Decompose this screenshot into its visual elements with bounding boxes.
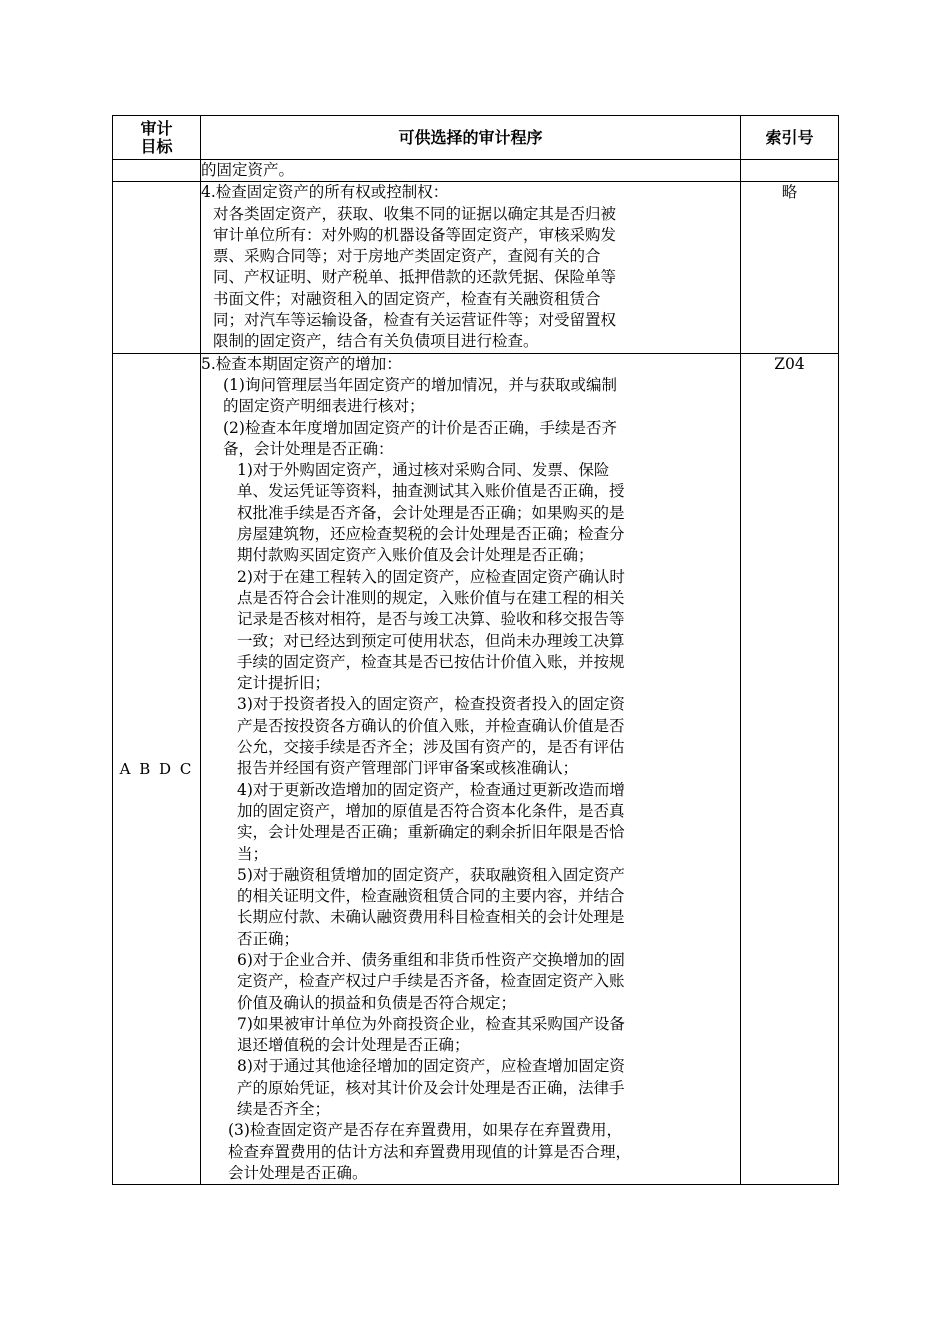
procedure-line: 房屋建筑物，还应检查契税的会计处理是否正确；检查分 — [237, 525, 625, 544]
procedure-line: 加的固定资产，增加的原值是否符合资本化条件，是否真 — [237, 801, 625, 820]
procedure-line: 期付款购买固定资产入账价值及会计处理是否正确； — [237, 546, 594, 565]
row-index — [741, 160, 839, 182]
header-audit-objective — [113, 116, 201, 160]
procedure-line: 实，会计处理是否正确；重新确定的剩余折旧年限是否恰 — [237, 823, 625, 842]
procedure-line: 的固定资产。 — [201, 161, 295, 179]
procedure-line: 书面文件；对融资租入的固定资产，检查有关融资租赁合 — [213, 289, 601, 308]
procedure-line: 的固定资产明细表进行核对； — [223, 397, 425, 416]
procedure-line: 审计单位所有：对外购的机器设备等固定资产，审核采购发 — [213, 225, 617, 244]
procedure-line: 5)对于融资租赁增加的固定资产，获取融资租入固定资产 — [237, 865, 625, 884]
procedure-line: 4.检查固定资产的所有权或控制权： — [201, 183, 449, 202]
procedure-line: 会计处理是否正确。 — [228, 1163, 368, 1182]
procedure-line: 价值及确认的损益和负债是否符合规定； — [237, 993, 517, 1012]
table-row — [113, 160, 839, 182]
row-procedure — [201, 182, 741, 353]
procedure-line: (1)询问管理层当年固定资产的增加情况，并与获取或编制 — [223, 375, 617, 394]
procedure-line: 当； — [237, 844, 269, 863]
procedure-line: 的相关证明文件，检查融资租赁合同的主要内容，并结合 — [237, 887, 625, 906]
procedure-line: 手续的固定资产，检查其是否已按估计价值入账，并按规 — [237, 652, 625, 671]
procedure-line: 单、发运凭证等资料，抽查测试其入账价值是否正确，授 — [237, 482, 625, 501]
row-index: 略 — [741, 182, 839, 353]
procedure-line: 限制的固定资产，结合有关负债项目进行检查。 — [213, 332, 539, 351]
procedure-line: 退还增值税的会计处理是否正确； — [237, 1036, 470, 1055]
procedure-line: 3)对于投资者投入的固定资产，检查投资者投入的固定资 — [237, 695, 625, 714]
procedure-line: 定资产，检查产权过户手续是否齐备，检查固定资产入账 — [237, 972, 625, 991]
procedure-line: 产是否按投资各方确认的价值入账，并检查确认价值是否 — [237, 716, 625, 735]
procedure-line: 否正确； — [237, 929, 300, 948]
procedure-line: 6)对于企业合并、债务重组和非货币性资产交换增加的固 — [237, 950, 625, 969]
row-objective — [113, 160, 201, 182]
procedure-line: 8)对于通过其他途径增加的固定资产，应检查增加固定资 — [237, 1057, 625, 1076]
procedure-line: 公允，交接手续是否齐全；涉及国有资产的，是否有评估 — [237, 738, 625, 757]
row-objective — [113, 182, 201, 353]
procedure-line: 产的原始凭证，核对其计价及会计处理是否正确，法律手 — [237, 1078, 625, 1097]
table-row — [113, 353, 839, 1185]
procedure-line: 2)对于在建工程转入的固定资产，应检查固定资产确认时 — [237, 567, 625, 586]
procedure-line: 记录是否核对相符，是否与竣工决算、验收和移交报告等 — [237, 610, 625, 629]
table-row — [113, 182, 839, 353]
procedure-line: 4)对于更新改造增加的固定资产，检查通过更新改造而增 — [237, 780, 625, 799]
procedure-line: 同；对汽车等运输设备，检查有关运营证件等；对受留置权 — [213, 311, 617, 330]
header-objective-line1: 审计 — [140, 118, 173, 138]
procedure-line: (3)检查固定资产是否存在弃置费用，如果存在弃置费用， — [228, 1121, 622, 1140]
row-objective: A B D C — [113, 353, 201, 1185]
procedure-line: (2)检查本年度增加固定资产的计价是否正确，手续是否齐 — [223, 418, 617, 437]
procedure-line: 定计提折旧； — [237, 674, 331, 693]
procedure-line: 1)对于外购固定资产，通过核对采购合同、发票、保险 — [237, 461, 610, 480]
row-index: Z04 — [741, 353, 839, 1185]
table-header-row — [113, 116, 839, 160]
header-index: 索引号 — [741, 116, 839, 160]
procedure-line: 点是否符合会计准则的规定，入账价值与在建工程的相关 — [237, 588, 625, 607]
procedure-line: 7)如果被审计单位为外商投资企业，检查其采购国产设备 — [237, 1014, 625, 1033]
row-procedure — [201, 353, 741, 1185]
procedure-line: 5.检查本期固定资产的增加： — [201, 354, 402, 373]
audit-procedure-table — [112, 115, 839, 1185]
procedure-line: 权批准手续是否齐备，会计处理是否正确；如果购买的是 — [237, 503, 625, 522]
procedure-line: 对各类固定资产，获取、收集不同的证据以确定其是否归被 — [213, 204, 617, 223]
procedure-line: 同、产权证明、财产税单、抵押借款的还款凭据、保险单等 — [213, 268, 617, 287]
procedure-line: 报告并经国有资产管理部门评审备案或核准确认； — [237, 759, 579, 778]
procedure-line: 续是否齐全； — [237, 1100, 331, 1119]
procedure-line: 长期应付款、未确认融资费用科目检查相关的会计处理是 — [237, 908, 625, 927]
header-procedure: 可供选择的审计程序 — [201, 116, 741, 160]
procedure-line: 检查弃置费用的估计方法和弃置费用现值的计算是否合理， — [228, 1142, 632, 1161]
procedure-line: 票、采购合同等；对于房地产类固定资产，查阅有关的合 — [213, 247, 601, 266]
procedure-line: 备，会计处理是否正确： — [223, 439, 394, 458]
header-objective-line2: 目标 — [140, 136, 173, 156]
row-procedure — [201, 160, 741, 182]
procedure-line: 一致；对已经达到预定可使用状态，但尚未办理竣工决算 — [237, 631, 625, 650]
